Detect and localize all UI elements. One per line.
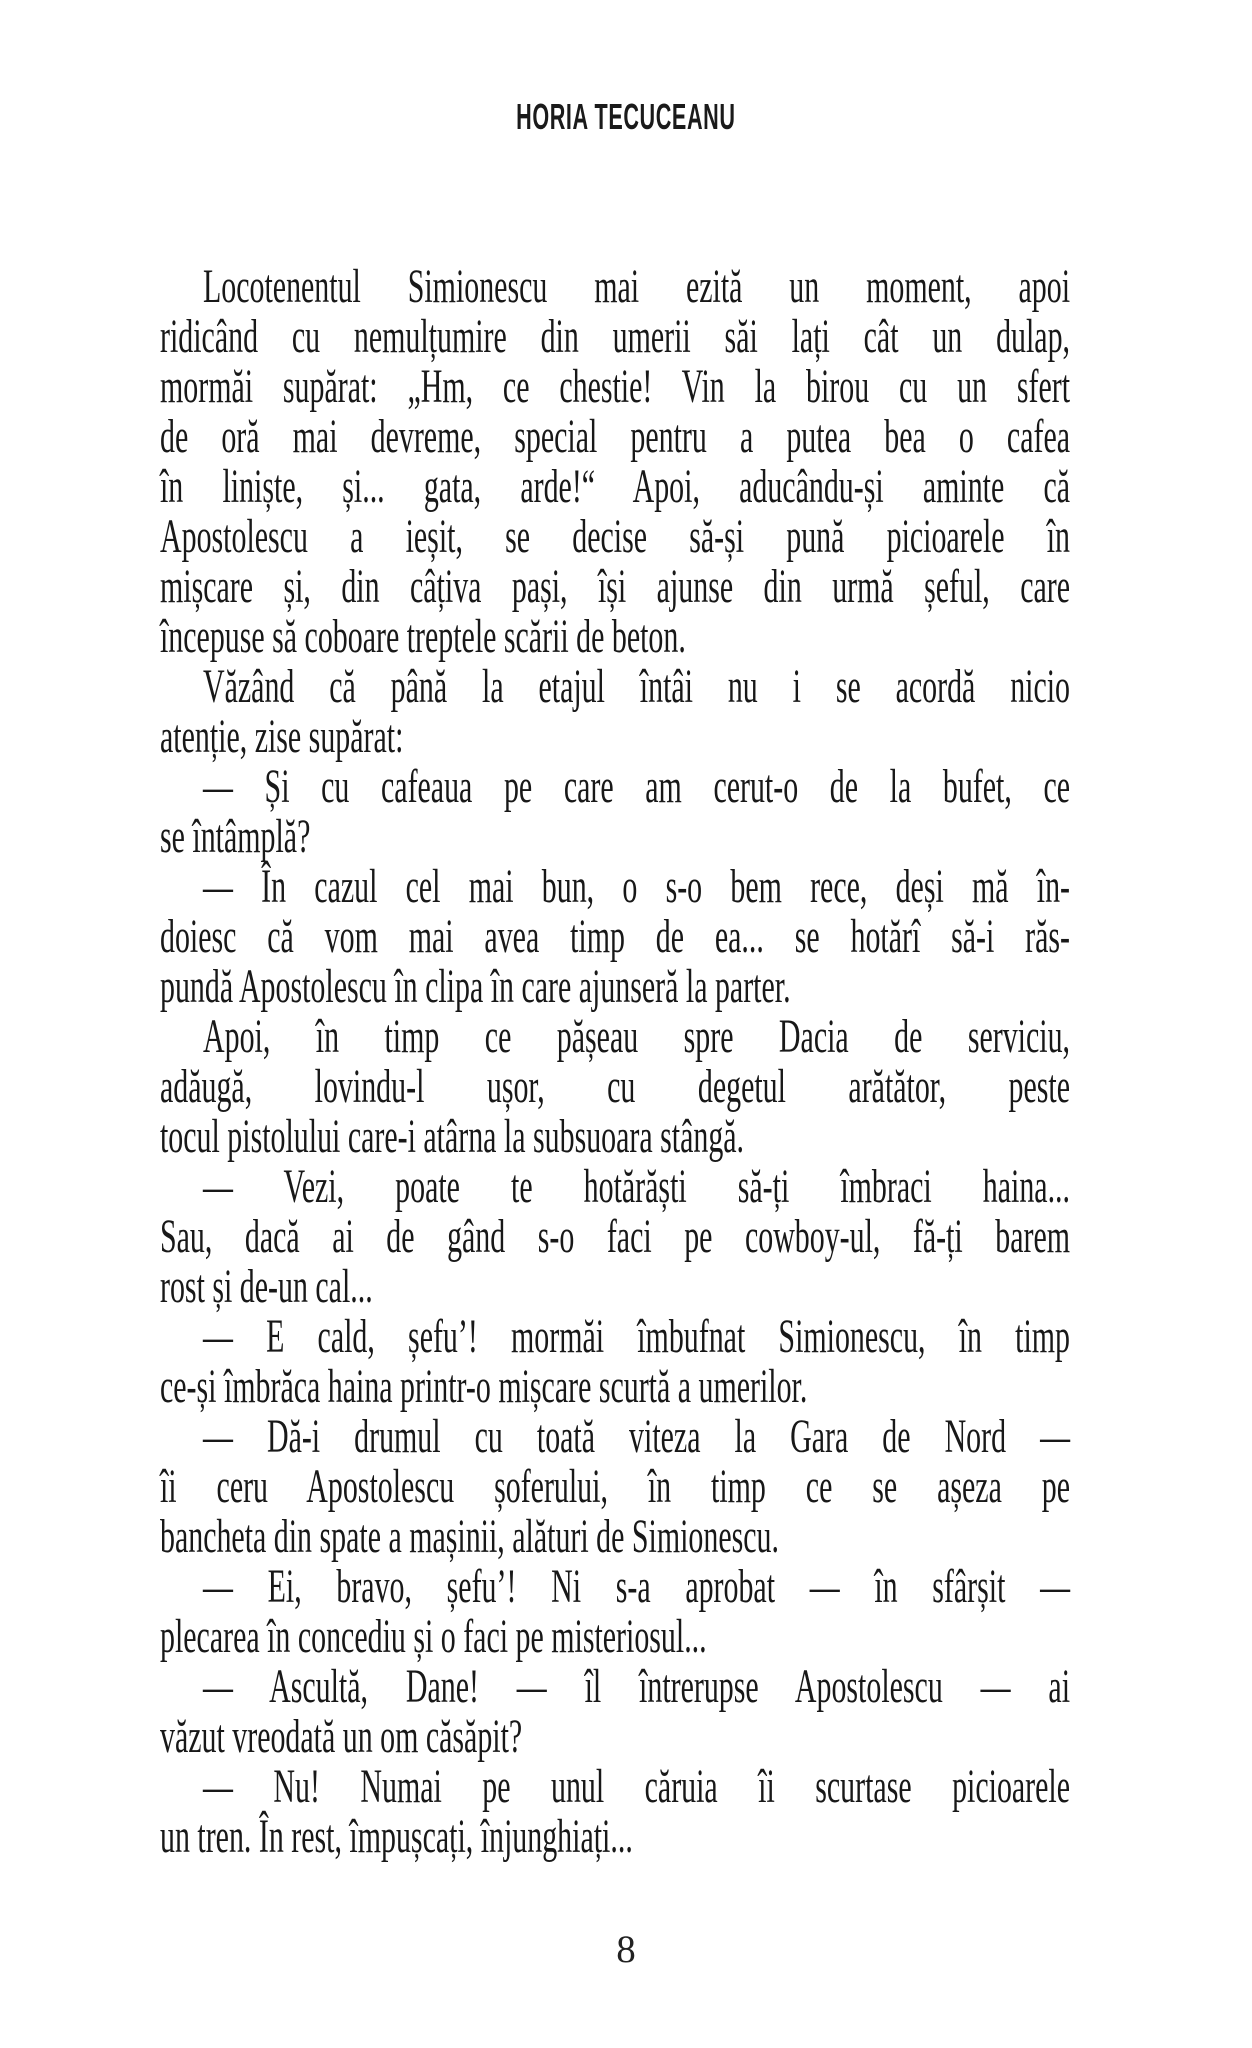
text-line: Văzând că până la etajul întâi nu i se acordă nicio xyxy=(203,660,1071,713)
text-line: se întâmplă? xyxy=(160,810,311,863)
text-line: Apostolescu a ieșit, se decise să-și pună picioarele în xyxy=(160,510,1071,563)
text-line: Sau, dacă ai de gând s-o faci pe cowboy-ul, fă-ți barem xyxy=(160,1210,1071,1263)
text-line: Locotenentul Simionescu mai ezită un moment, apoi xyxy=(203,260,1071,313)
text-line: un tren. În rest, împușcați, înjunghiați... xyxy=(160,1810,633,1863)
text-line: de oră mai devreme, special pentru a putea bea o cafea xyxy=(160,410,1071,463)
page-number: 8 xyxy=(616,1928,636,1971)
text-line: ce-și îmbrăca haina printr-o mișcare scurtă a umerilor. xyxy=(160,1360,808,1413)
text-line: — Dă-i drumul cu toată viteza la Gara de Nord — xyxy=(203,1410,1071,1463)
text-line: ridicând cu nemulțumire din umerii săi lați cât un dulap, xyxy=(160,310,1071,363)
text-line: — Nu! Numai pe unul căruia îi scurtase picioarele xyxy=(203,1760,1071,1813)
text-line: — E cald, șefu’! mormăi îmbufnat Simionescu, în timp xyxy=(203,1310,1071,1363)
text-line: Apoi, în timp ce pășeau spre Dacia de serviciu, xyxy=(203,1010,1071,1063)
running-header-text: HORIA TECUCEANU xyxy=(516,96,736,137)
text-line: mormăi supărat: „Hm, ce chestie! Vin la birou cu un sfert xyxy=(160,360,1071,413)
text-line: plecarea în concediu și o faci pe misteriosul... xyxy=(160,1610,707,1663)
text-line: — Ei, bravo, șefu’! Ni s-a aprobat — în sfârșit — xyxy=(203,1560,1071,1613)
text-line: rost și de-un cal... xyxy=(160,1260,373,1313)
text-line: în liniște, și... gata, arde!“ Apoi, aducându-și aminte că xyxy=(160,460,1071,513)
text-line: — Vezi, poate te hotărăști să-ți îmbraci haina... xyxy=(203,1160,1071,1213)
text-line: — În cazul cel mai bun, o s-o bem rece, deși mă în- xyxy=(203,860,1071,913)
text-line: îi ceru Apostolescu șoferului, în timp ce se așeza pe xyxy=(160,1460,1071,1513)
text-line: atenție, zise supărat: xyxy=(160,710,404,763)
text-line: — Și cu cafeaua pe care am cerut-o de la bufet, ce xyxy=(203,760,1071,813)
text-line: — Ascultă, Dane! — îl întrerupse Apostolescu — ai xyxy=(203,1660,1071,1713)
running-header xyxy=(0,96,1252,137)
body-text xyxy=(160,262,1070,1862)
text-line: tocul pistolului care-i atârna la subsuoara stângă. xyxy=(160,1110,745,1163)
text-line: mișcare și, din câțiva pași, își ajunse din urmă șeful, care xyxy=(160,560,1071,613)
text-line: văzut vreodată un om căsăpit? xyxy=(160,1710,523,1763)
text-line: bancheta din spate a mașinii, alături de Simionescu. xyxy=(160,1510,779,1563)
text-line: începuse să coboare treptele scării de beton. xyxy=(160,610,686,663)
text-line: adăugă, lovindu-l ușor, cu degetul arătător, peste xyxy=(160,1060,1071,1113)
text-line: doiesc că vom mai avea timp de ea... se hotărî să-i răs- xyxy=(160,910,1071,963)
text-line: pundă Apostolescu în clipa în care ajunseră la parter. xyxy=(160,960,791,1013)
